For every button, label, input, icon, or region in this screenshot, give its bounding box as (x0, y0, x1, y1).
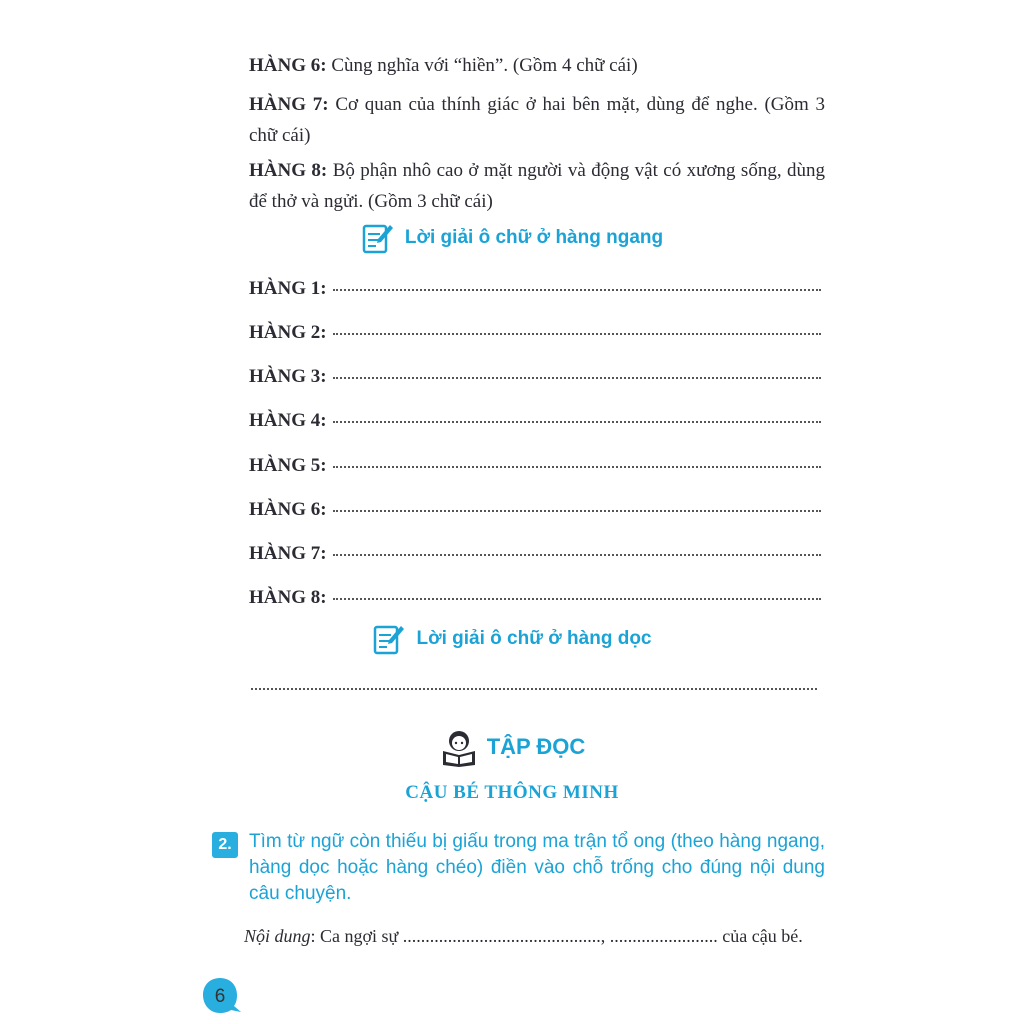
answer-label: HÀNG 6: (249, 499, 327, 520)
content-line (244, 926, 844, 947)
answer-row (249, 322, 821, 348)
reading-title-text: TẬP ĐỌC (486, 734, 586, 759)
pencil-note-icon (372, 622, 406, 656)
answer-row (249, 410, 821, 436)
pencil-note-icon (361, 221, 395, 255)
clue-text: Cùng nghĩa với “hiền”. (Gồm 4 chữ cái) (331, 55, 638, 76)
story-title: CẬU BÉ THÔNG MINH (405, 782, 619, 803)
heading-vertical-answer (0, 622, 1024, 656)
answer-blank[interactable] (333, 331, 821, 335)
answer-label: HÀNG 8: (249, 587, 327, 608)
answer-row (249, 543, 821, 569)
answer-blank[interactable] (333, 287, 821, 291)
answer-blank[interactable] (333, 464, 821, 468)
clue-text: Bộ phận nhô cao ở mặt người và động vật có xương sống, dùng để thở và ngửi. (Gồm 3 chữ cái) (249, 160, 826, 212)
clue-label: HÀNG 7: (249, 94, 329, 115)
content-text: : Ca ngợi sự ............................................, ........................ của cậu bé. (310, 926, 803, 946)
question-text: Tìm từ ngữ còn thiếu bị giấu trong ma trận tổ ong (theo hàng ngang, hàng dọc hoặc hàng chéo) điền vào chỗ trống cho đúng nội dung câu chuyện. (249, 831, 825, 904)
answer-label: HÀNG 5: (249, 455, 327, 476)
answer-row (249, 499, 821, 525)
vertical-answer-blank[interactable] (251, 688, 817, 690)
answer-row (249, 455, 821, 481)
answer-row (249, 366, 821, 392)
page-number-badge (201, 976, 243, 1018)
answer-blank[interactable] (333, 508, 821, 512)
clue-text: Cơ quan của thính giác ở hai bên mặt, dùng để nghe. (Gồm 3 chữ cái) (249, 94, 826, 146)
clue-row-7 (249, 89, 825, 151)
clue-row-6 (249, 50, 825, 81)
clue-label: HÀNG 6: (249, 55, 327, 76)
heading-horizontal-answers (0, 221, 1024, 255)
clue-row-8 (249, 155, 825, 217)
answer-label: HÀNG 7: (249, 543, 327, 564)
reading-child-icon (439, 727, 479, 767)
answer-label: HÀNG 3: (249, 366, 327, 387)
answer-row (249, 587, 821, 613)
answer-blank[interactable] (333, 375, 821, 379)
heading-text: Lời giải ô chữ ở hàng dọc (416, 628, 652, 649)
heading-text: Lời giải ô chữ ở hàng ngang (404, 227, 664, 248)
clue-label: HÀNG 8: (249, 160, 328, 181)
answer-blank[interactable] (333, 552, 821, 556)
page-number: 6 (214, 986, 226, 1007)
answer-row (249, 278, 821, 304)
content-label: Nội dung (244, 926, 311, 946)
answer-blank[interactable] (333, 419, 821, 423)
question-number-badge: 2. (212, 832, 238, 858)
answer-blank[interactable] (333, 596, 821, 600)
reading-section-title (0, 727, 1024, 767)
answer-label: HÀNG 4: (249, 410, 327, 431)
answer-label: HÀNG 2: (249, 322, 327, 343)
answer-label: HÀNG 1: (249, 278, 327, 299)
